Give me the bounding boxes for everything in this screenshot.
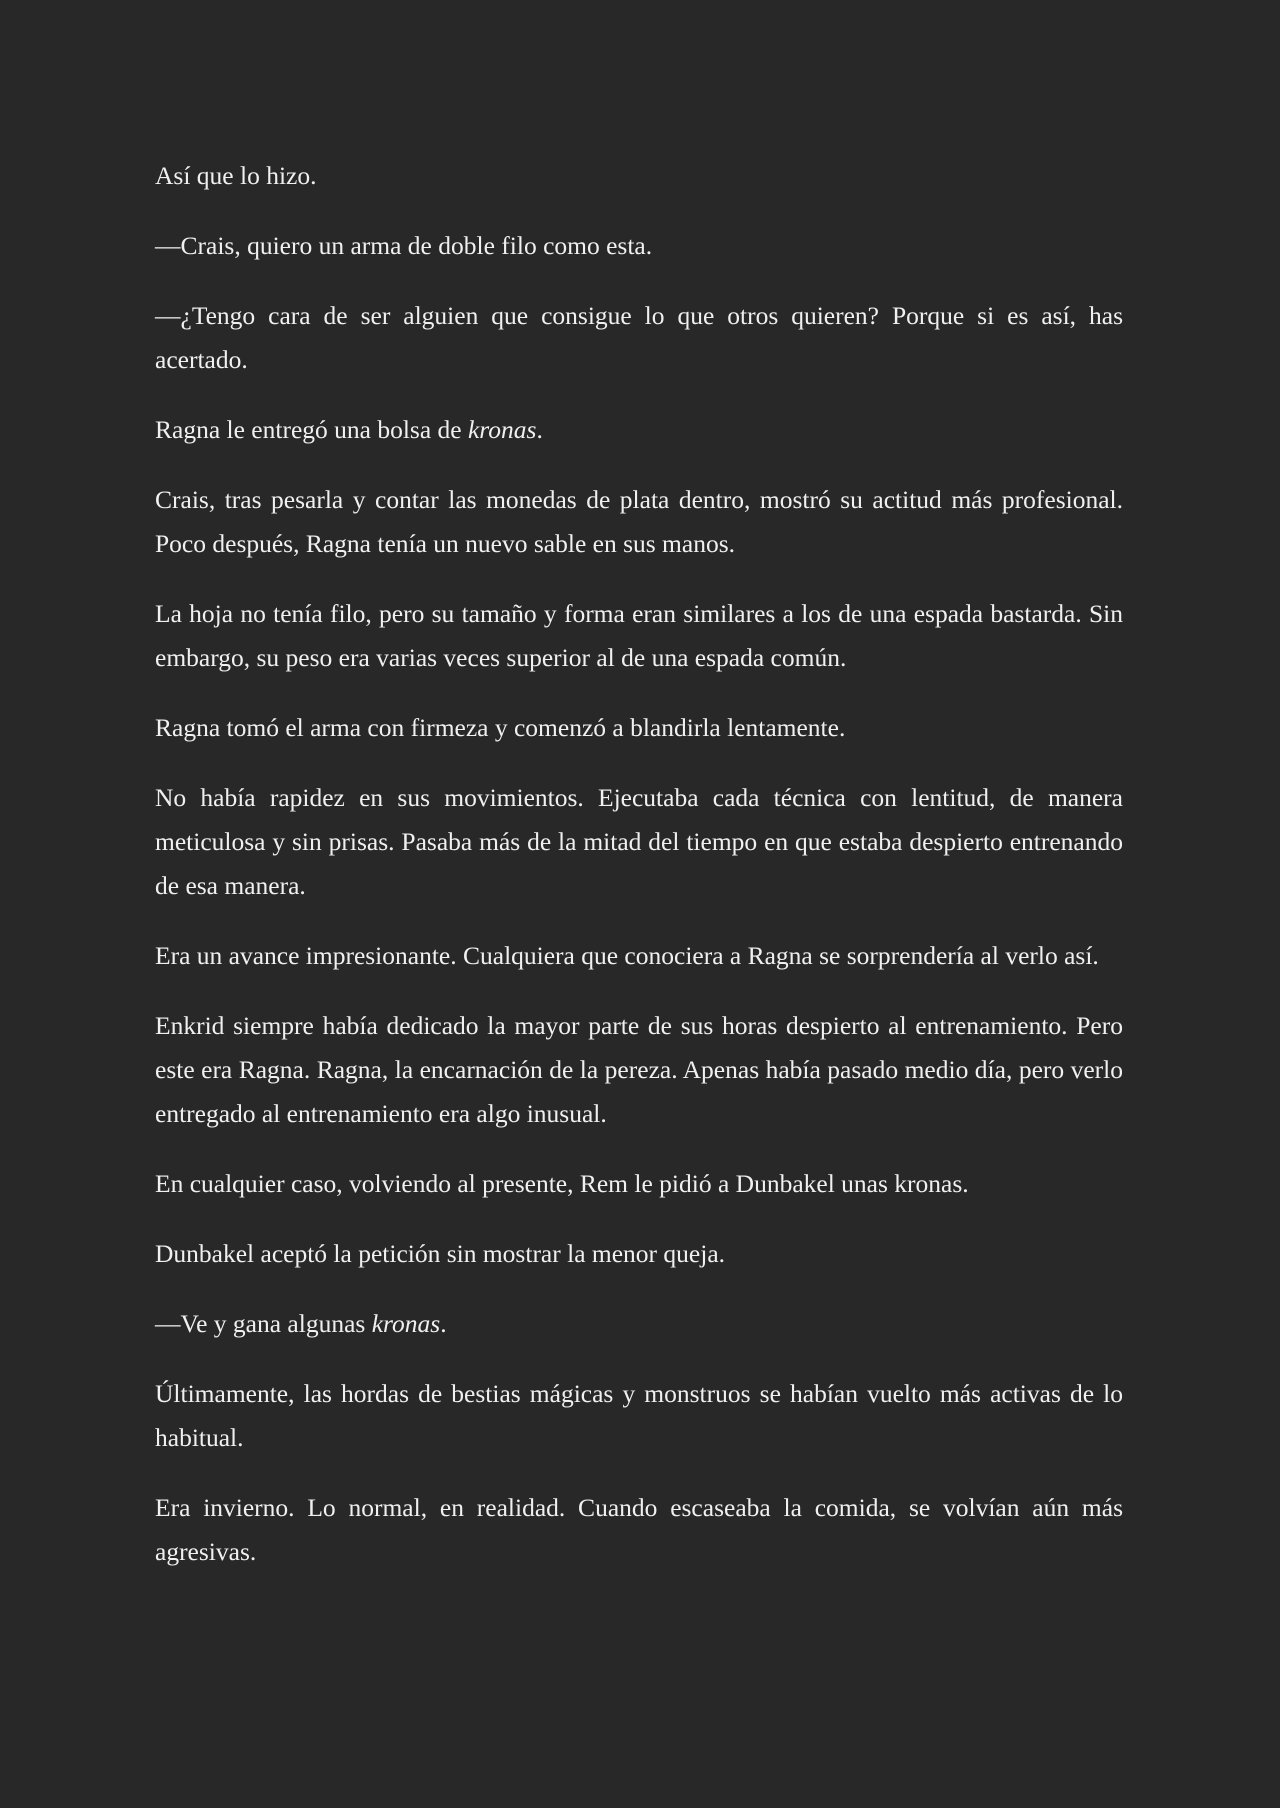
paragraph — [155, 408, 1123, 452]
paragraph: Ragna tomó el arma con firmeza y comenzó a blandirla lentamente. — [155, 713, 846, 742]
chapter-text — [155, 154, 1123, 1600]
paragraph-text: . — [536, 415, 543, 444]
paragraph-text: Ragna le entregó una bolsa de — [155, 415, 468, 444]
paragraph: Enkrid siempre había dedicado la mayor parte de sus horas despierto al entrenamiento. Pero este era Ragna. Ragna, la encarnación de la pereza. Apenas había pasado medio día, pero verlo entregado al entrenamiento era algo inusual. — [155, 1011, 1123, 1128]
paragraph — [155, 1302, 1123, 1346]
paragraph-text: . — [440, 1309, 447, 1338]
paragraph: Era invierno. Lo normal, en realidad. Cuando escaseaba la comida, se volvían aún más agresivas. — [155, 1493, 1123, 1566]
paragraph: No había rapidez en sus movimientos. Ejecutaba cada técnica con lentitud, de manera meticulosa y sin prisas. Pasaba más de la mitad del tiempo en que estaba despierto entrenando de esa manera. — [155, 783, 1123, 900]
paragraph: La hoja no tenía filo, pero su tamaño y forma eran similares a los de una espada bastarda. Sin embargo, su peso era varias veces superior al de una espada común. — [155, 599, 1123, 672]
paragraph: Así que lo hizo. — [155, 161, 317, 190]
paragraph: Dunbakel aceptó la petición sin mostrar la menor queja. — [155, 1239, 726, 1268]
paragraph: Crais, tras pesarla y contar las monedas de plata dentro, mostró su actitud más profesional. Poco después, Ragna tenía un nuevo sable en sus manos. — [155, 485, 1123, 558]
paragraph: Últimamente, las hordas de bestias mágicas y monstruos se habían vuelto más activas de lo habitual. — [155, 1379, 1123, 1452]
paragraph: Era un avance impresionante. Cualquiera que conociera a Ragna se sorprendería al verlo así. — [155, 941, 1099, 970]
paragraph-text: —Ve y gana algunas — [155, 1309, 372, 1338]
italic-term: kronas — [467, 415, 537, 444]
paragraph: —¿Tengo cara de ser alguien que consigue lo que otros quieren? Porque si es así, has acertado. — [155, 301, 1123, 374]
paragraph: —Crais, quiero un arma de doble filo como esta. — [155, 231, 653, 260]
paragraph: En cualquier caso, volviendo al presente, Rem le pidió a Dunbakel unas kronas. — [155, 1169, 969, 1198]
italic-term: kronas — [371, 1309, 441, 1338]
